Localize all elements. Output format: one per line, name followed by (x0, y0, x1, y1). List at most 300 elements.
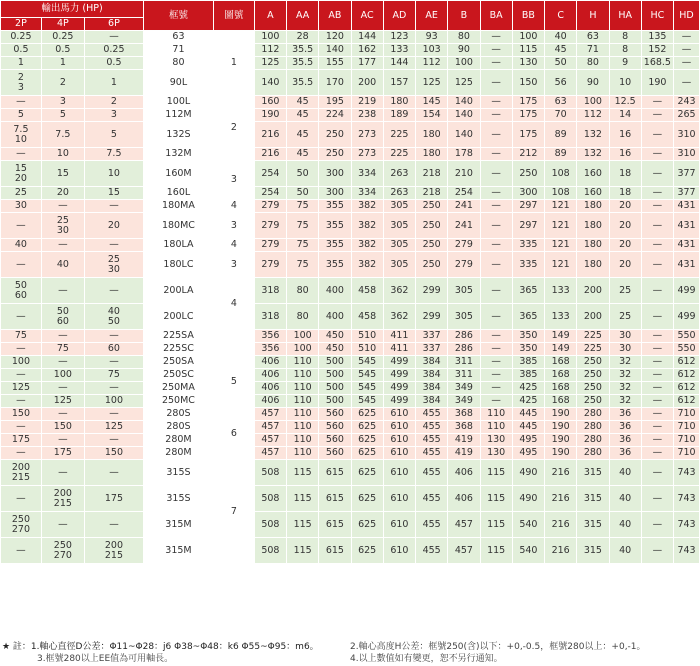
power-2p-cell: 30 (1, 200, 42, 213)
dim-aa-cell: 50 (287, 161, 319, 187)
dim-ha-cell: 8 (609, 31, 641, 44)
dim-bb-cell: 130 (512, 57, 544, 70)
power-2p-cell: — (1, 213, 42, 239)
dim-ad-cell: 610 (383, 447, 415, 460)
dim-ba-cell: 110 (480, 421, 512, 434)
dim-b-cell: 125 (448, 70, 480, 96)
dim-b-cell: 241 (448, 200, 480, 213)
dim-bb-cell: 175 (512, 122, 544, 148)
dim-ab-cell: 355 (319, 252, 351, 278)
dim-ad-cell: 305 (383, 252, 415, 278)
dim-h-cell: 132 (577, 148, 609, 161)
dim-h-cell: 315 (577, 460, 609, 486)
dim-ac-cell: 273 (351, 122, 383, 148)
power-4p-cell: 25 30 (41, 213, 84, 239)
dim-b-cell: 279 (448, 252, 480, 278)
dim-ad-cell: 499 (383, 369, 415, 382)
power-2p-cell: 200 215 (1, 460, 42, 486)
dim-ha-cell: 20 (609, 239, 641, 252)
dim-ab-cell: 450 (319, 330, 351, 343)
dim-ae-cell: 299 (416, 278, 448, 304)
dim-hd-cell: 612 (674, 369, 700, 382)
dim-ad-cell: 610 (383, 538, 415, 564)
frame-cell: 315S (144, 460, 214, 486)
dim-ac-cell: 625 (351, 512, 383, 538)
dim-hd-cell: 377 (674, 187, 700, 200)
dim-ab-cell: 355 (319, 239, 351, 252)
dim-ac-cell: 382 (351, 239, 383, 252)
dim-ac-cell: 334 (351, 187, 383, 200)
dim-ba-cell: — (480, 356, 512, 369)
dim-ac-cell: 458 (351, 304, 383, 330)
dim-ac-cell: 510 (351, 330, 383, 343)
dim-ha-cell: 18 (609, 161, 641, 187)
dim-a-cell: 508 (254, 538, 286, 564)
dim-bb-cell: 540 (512, 512, 544, 538)
dim-ab-cell: 500 (319, 395, 351, 408)
dim-aa-cell: 110 (287, 382, 319, 395)
dim-h-cell: 315 (577, 512, 609, 538)
dim-ha-cell: 36 (609, 434, 641, 447)
dim-ha-cell: 32 (609, 356, 641, 369)
dim-ae-cell: 384 (416, 395, 448, 408)
power-2p-cell: — (1, 148, 42, 161)
dim-bb-cell: 445 (512, 421, 544, 434)
power-6p-cell: 0.25 (84, 44, 143, 57)
dim-ae-cell: 455 (416, 447, 448, 460)
dim-aa-cell: 110 (287, 447, 319, 460)
dim-ae-cell: 93 (416, 31, 448, 44)
power-4p-cell: — (41, 239, 84, 252)
dim-hd-cell: 612 (674, 395, 700, 408)
dim-b-cell: 305 (448, 304, 480, 330)
drawing-cell: 4 (213, 239, 254, 252)
dim-ba-cell: — (480, 213, 512, 239)
dim-a-cell: 508 (254, 460, 286, 486)
pole-header-4p: 4P (41, 18, 84, 31)
dim-h-cell: 280 (577, 408, 609, 421)
power-4p-cell: 0.25 (41, 31, 84, 44)
footnotes (0, 640, 700, 666)
drawing-cell: 4 (213, 200, 254, 213)
power-2p-cell: — (1, 421, 42, 434)
dim-ha-cell: 18 (609, 187, 641, 200)
dim-bb-cell: 490 (512, 486, 544, 512)
dim-h-cell: 280 (577, 447, 609, 460)
dim-hc-cell: 168.5 (641, 57, 673, 70)
dim-ba-cell: — (480, 239, 512, 252)
dim-hc-cell: — (641, 460, 673, 486)
frame-cell: 132S (144, 122, 214, 148)
power-6p-cell: 75 (84, 369, 143, 382)
dim-bb-cell: 175 (512, 109, 544, 122)
dim-ae-cell: 180 (416, 148, 448, 161)
dim-aa-cell: 110 (287, 421, 319, 434)
dim-hd-cell: 710 (674, 447, 700, 460)
dim-ab-cell: 355 (319, 213, 351, 239)
dim-h-cell: 250 (577, 395, 609, 408)
dim-h-cell: 71 (577, 44, 609, 57)
dim-ba-cell: — (480, 109, 512, 122)
table-row (1, 109, 700, 122)
dim-hc-cell: — (641, 161, 673, 187)
table-row (1, 408, 700, 421)
dim-b-cell: 311 (448, 356, 480, 369)
dim-ae-cell: 218 (416, 187, 448, 200)
table-row (1, 538, 700, 564)
dim-hd-cell: 310 (674, 148, 700, 161)
frame-cell: 280M (144, 434, 214, 447)
power-2p-cell: 7.5 10 (1, 122, 42, 148)
dim-hd-cell: 612 (674, 356, 700, 369)
power-2p-cell: 150 (1, 408, 42, 421)
dim-hc-cell: — (641, 148, 673, 161)
dim-ba-cell: — (480, 44, 512, 57)
dim-ad-cell: 263 (383, 161, 415, 187)
dim-hd-cell: 431 (674, 252, 700, 278)
dim-ad-cell: 144 (383, 57, 415, 70)
dim-c-cell: 121 (545, 200, 577, 213)
dim-hd-cell: — (674, 31, 700, 44)
dim-h-cell: 160 (577, 161, 609, 187)
dim-hd-cell: 710 (674, 421, 700, 434)
frame-cell: 225SC (144, 343, 214, 356)
power-6p-cell: — (84, 512, 143, 538)
dim-ad-cell: 499 (383, 382, 415, 395)
dim-ae-cell: 154 (416, 109, 448, 122)
power-6p-cell: — (84, 239, 143, 252)
dim-ab-cell: 355 (319, 200, 351, 213)
power-4p-cell: — (41, 356, 84, 369)
drawing-cell: 3 (213, 161, 254, 200)
dim-c-cell: 149 (545, 330, 577, 343)
frame-cell: 160M (144, 161, 214, 187)
dim-ba-cell: 115 (480, 538, 512, 564)
dim-b-cell: 140 (448, 96, 480, 109)
frame-cell: 280S (144, 408, 214, 421)
dim-ha-cell: 10 (609, 70, 641, 96)
dim-ba-cell: 115 (480, 460, 512, 486)
dim-ha-cell: 32 (609, 369, 641, 382)
dim-ac-cell: 144 (351, 31, 383, 44)
dim-header-ab: AB (319, 1, 351, 31)
dim-hd-cell: 612 (674, 382, 700, 395)
power-6p-cell: 10 (84, 161, 143, 187)
dim-aa-cell: 75 (287, 252, 319, 278)
pole-header-6p: 6P (84, 18, 143, 31)
dim-ba-cell: — (480, 122, 512, 148)
drawing-cell (213, 330, 254, 356)
dim-ad-cell: 263 (383, 187, 415, 200)
dim-hd-cell: 377 (674, 161, 700, 187)
dim-bb-cell: 212 (512, 148, 544, 161)
dim-bb-cell: 250 (512, 161, 544, 187)
dim-a-cell: 406 (254, 395, 286, 408)
pole-header-2p: 2P (1, 18, 42, 31)
drawing-cell: 3 (213, 213, 254, 239)
dim-header-hd: HD (674, 1, 700, 31)
dim-ae-cell: 384 (416, 356, 448, 369)
dim-h-cell: 250 (577, 369, 609, 382)
frame-cell: 250MA (144, 382, 214, 395)
dim-b-cell: 457 (448, 512, 480, 538)
dim-hc-cell: — (641, 239, 673, 252)
dim-hd-cell: 499 (674, 304, 700, 330)
dim-aa-cell: 80 (287, 304, 319, 330)
dim-h-cell: 180 (577, 252, 609, 278)
dim-c-cell: 89 (545, 148, 577, 161)
drawing-cell: 3 (213, 252, 254, 278)
dim-b-cell: 140 (448, 109, 480, 122)
dim-c-cell: 190 (545, 447, 577, 460)
frame-cell: 200LC (144, 304, 214, 330)
dim-ac-cell: 382 (351, 252, 383, 278)
dim-ab-cell: 400 (319, 304, 351, 330)
dim-ab-cell: 300 (319, 187, 351, 200)
dim-a-cell: 125 (254, 57, 286, 70)
dim-ab-cell: 615 (319, 486, 351, 512)
dim-ad-cell: 305 (383, 200, 415, 213)
power-6p-cell: 200 215 (84, 538, 143, 564)
dim-a-cell: 457 (254, 421, 286, 434)
dim-header-aa: AA (287, 1, 319, 31)
table-row (1, 447, 700, 460)
dim-ba-cell: — (480, 382, 512, 395)
drawing-header: 圖號 (213, 1, 254, 31)
frame-cell: 250MC (144, 395, 214, 408)
dim-hc-cell: — (641, 96, 673, 109)
dim-hd-cell: 431 (674, 200, 700, 213)
dim-b-cell: 254 (448, 187, 480, 200)
power-4p-cell: 7.5 (41, 122, 84, 148)
dim-b-cell: 368 (448, 421, 480, 434)
power-2p-cell: 100 (1, 356, 42, 369)
dim-hd-cell: 550 (674, 343, 700, 356)
dim-c-cell: 89 (545, 122, 577, 148)
dim-hd-cell: 431 (674, 213, 700, 239)
dim-bb-cell: 495 (512, 447, 544, 460)
dim-ha-cell: 16 (609, 148, 641, 161)
dim-aa-cell: 110 (287, 356, 319, 369)
dim-ha-cell: 25 (609, 304, 641, 330)
frame-cell: 80 (144, 57, 214, 70)
dim-hc-cell: — (641, 447, 673, 460)
dim-hc-cell: — (641, 278, 673, 304)
note-2: 2.軸心高度H公差：框號250(含)以下：+0,-0.5，框號280以上：+0,-1。 (350, 642, 646, 652)
table-row (1, 31, 700, 44)
dim-b-cell: 100 (448, 57, 480, 70)
dim-bb-cell: 300 (512, 187, 544, 200)
dim-hd-cell: 743 (674, 460, 700, 486)
power-2p-cell: — (1, 538, 42, 564)
dim-h-cell: 225 (577, 330, 609, 343)
power-6p-cell: 1 (84, 70, 143, 96)
power-6p-cell: 125 (84, 421, 143, 434)
dim-h-cell: 63 (577, 31, 609, 44)
power-group-header: 輸出馬力 (HP) (1, 1, 144, 18)
dim-hd-cell: 431 (674, 239, 700, 252)
power-6p-cell: 7.5 (84, 148, 143, 161)
power-2p-cell: 1 (1, 57, 42, 70)
dim-ab-cell: 560 (319, 447, 351, 460)
power-4p-cell: — (41, 434, 84, 447)
table-row (1, 148, 700, 161)
dim-hd-cell: 743 (674, 538, 700, 564)
dim-c-cell: 190 (545, 408, 577, 421)
dim-ha-cell: 32 (609, 395, 641, 408)
dim-b-cell: 406 (448, 486, 480, 512)
dim-bb-cell: 175 (512, 96, 544, 109)
dim-ad-cell: 225 (383, 148, 415, 161)
dim-ad-cell: 180 (383, 96, 415, 109)
drawing-cell: 7 (213, 460, 254, 564)
frame-cell: 280S (144, 421, 214, 434)
dim-ab-cell: 195 (319, 96, 351, 109)
power-2p-cell: 15 20 (1, 161, 42, 187)
power-6p-cell: — (84, 356, 143, 369)
power-4p-cell: 75 (41, 343, 84, 356)
dim-hc-cell: — (641, 408, 673, 421)
dim-aa-cell: 115 (287, 538, 319, 564)
table-row (1, 161, 700, 187)
dim-ab-cell: 250 (319, 148, 351, 161)
dim-hc-cell: 190 (641, 70, 673, 96)
dim-ha-cell: 20 (609, 200, 641, 213)
table-row (1, 70, 700, 96)
dim-ac-cell: 625 (351, 460, 383, 486)
power-4p-cell: — (41, 330, 84, 343)
dim-b-cell: 178 (448, 148, 480, 161)
frame-cell: 180LA (144, 239, 214, 252)
dim-bb-cell: 297 (512, 213, 544, 239)
dim-a-cell: 318 (254, 304, 286, 330)
power-6p-cell: 40 50 (84, 304, 143, 330)
note-3: 3.框號280以上EE值為可用軸長。 (37, 654, 174, 664)
table-row (1, 278, 700, 304)
power-4p-cell: 125 (41, 395, 84, 408)
dim-bb-cell: 115 (512, 44, 544, 57)
power-6p-cell: 100 (84, 395, 143, 408)
power-2p-cell: 5 (1, 109, 42, 122)
dim-b-cell: 349 (448, 395, 480, 408)
table-row (1, 395, 700, 408)
dim-c-cell: 216 (545, 486, 577, 512)
frame-cell: 280M (144, 447, 214, 460)
dim-ab-cell: 500 (319, 382, 351, 395)
power-2p-cell: 50 60 (1, 278, 42, 304)
power-4p-cell: 100 (41, 369, 84, 382)
dim-ad-cell: 305 (383, 213, 415, 239)
dim-aa-cell: 45 (287, 96, 319, 109)
dim-a-cell: 279 (254, 200, 286, 213)
dim-bb-cell: 445 (512, 408, 544, 421)
power-4p-cell: 5 (41, 109, 84, 122)
drawing-cell: 1 (213, 31, 254, 96)
note-4: 4.以上數值如有變更，恕不另行通知。 (350, 654, 503, 664)
dim-c-cell: 168 (545, 395, 577, 408)
dim-a-cell: 279 (254, 213, 286, 239)
dim-bb-cell: 100 (512, 31, 544, 44)
dim-bb-cell: 335 (512, 239, 544, 252)
power-4p-cell: 40 (41, 252, 84, 278)
dim-aa-cell: 110 (287, 408, 319, 421)
power-2p-cell: — (1, 447, 42, 460)
dim-hd-cell: — (674, 57, 700, 70)
dim-b-cell: 286 (448, 330, 480, 343)
table-row (1, 213, 700, 239)
dim-b-cell: 80 (448, 31, 480, 44)
dim-ba-cell: — (480, 161, 512, 187)
dim-header-ac: AC (351, 1, 383, 31)
dim-ab-cell: 140 (319, 44, 351, 57)
dim-b-cell: 90 (448, 44, 480, 57)
frame-cell: 160L (144, 187, 214, 200)
dim-a-cell: 216 (254, 148, 286, 161)
dim-ac-cell: 510 (351, 343, 383, 356)
dim-c-cell: 149 (545, 343, 577, 356)
dim-b-cell: 457 (448, 538, 480, 564)
dim-ha-cell: 30 (609, 330, 641, 343)
table-row (1, 122, 700, 148)
dim-ab-cell: 450 (319, 343, 351, 356)
dim-h-cell: 280 (577, 434, 609, 447)
power-2p-cell: — (1, 343, 42, 356)
dim-ad-cell: 362 (383, 304, 415, 330)
dim-hc-cell: — (641, 395, 673, 408)
table-row (1, 434, 700, 447)
power-6p-cell: 150 (84, 447, 143, 460)
dim-ae-cell: 250 (416, 239, 448, 252)
dim-ba-cell: — (480, 96, 512, 109)
dim-c-cell: 63 (545, 96, 577, 109)
dim-ba-cell: 115 (480, 486, 512, 512)
table-row (1, 369, 700, 382)
dim-ac-cell: 545 (351, 356, 383, 369)
dim-aa-cell: 35.5 (287, 44, 319, 57)
dim-c-cell: 216 (545, 460, 577, 486)
power-4p-cell: 1 (41, 57, 84, 70)
power-4p-cell: — (41, 200, 84, 213)
dim-hc-cell: — (641, 122, 673, 148)
dim-ad-cell: 225 (383, 122, 415, 148)
dim-ba-cell: — (480, 304, 512, 330)
power-4p-cell: — (41, 382, 84, 395)
dim-bb-cell: 490 (512, 460, 544, 486)
dim-a-cell: 160 (254, 96, 286, 109)
dim-aa-cell: 100 (287, 343, 319, 356)
power-6p-cell: — (84, 382, 143, 395)
dim-header-h: H (577, 1, 609, 31)
dim-ad-cell: 133 (383, 44, 415, 57)
dim-c-cell: 45 (545, 44, 577, 57)
power-4p-cell: — (41, 408, 84, 421)
dim-ha-cell: 25 (609, 278, 641, 304)
dim-hd-cell: 310 (674, 122, 700, 148)
dim-ae-cell: 145 (416, 96, 448, 109)
dim-ac-cell: 545 (351, 395, 383, 408)
table-row (1, 343, 700, 356)
dim-ba-cell: — (480, 252, 512, 278)
dim-bb-cell: 150 (512, 70, 544, 96)
dim-bb-cell: 385 (512, 369, 544, 382)
dim-h-cell: 280 (577, 421, 609, 434)
dim-ha-cell: 40 (609, 460, 641, 486)
power-6p-cell: — (84, 330, 143, 343)
dim-c-cell: 216 (545, 538, 577, 564)
power-6p-cell: — (84, 31, 143, 44)
dim-h-cell: 315 (577, 486, 609, 512)
power-4p-cell: 50 60 (41, 304, 84, 330)
